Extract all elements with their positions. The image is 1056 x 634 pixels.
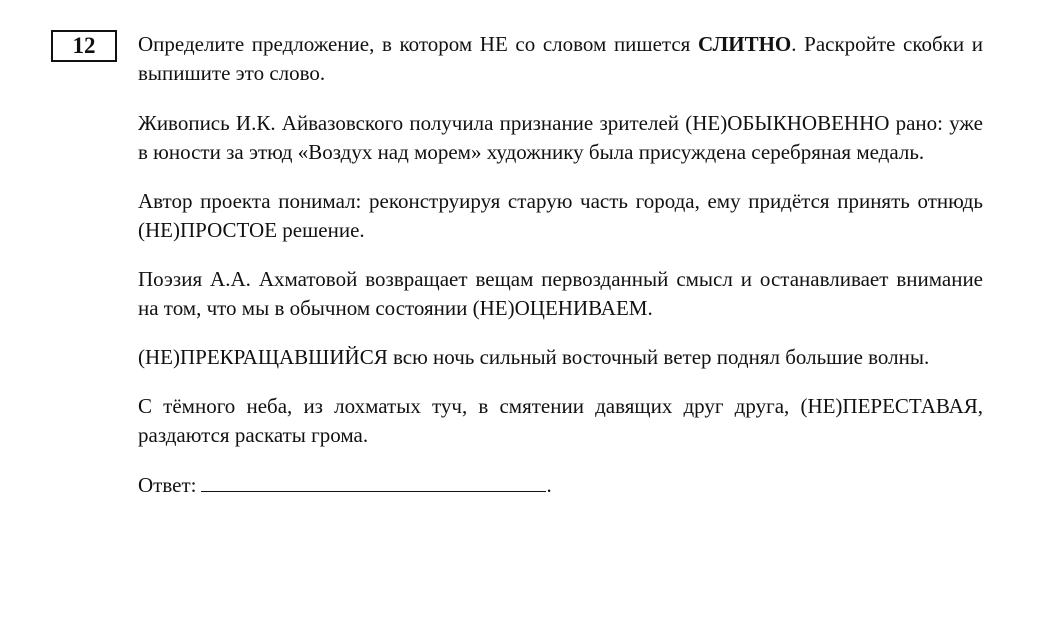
answer-row — [138, 471, 983, 500]
sentence-3: Поэзия А.А. Ахматовой возвращает вещам первозданный смысл и останавливает внимание на том, что мы в обычном состоянии (НЕ)ОЦЕНИВАЕМ. — [138, 267, 983, 320]
task-number-box — [51, 30, 117, 62]
sentence-2: Автор проекта понимал: реконструируя старую часть города, ему придётся принять отнюдь (НЕ)ПРОСТОЕ решение. — [138, 189, 983, 242]
sentence-5: С тёмного неба, из лохматых туч, в смятении давящих друг друга, (НЕ)ПЕРЕСТАВАЯ, раздаются раскаты грома. — [138, 394, 983, 447]
answer-label: Ответ: — [138, 473, 197, 497]
instruction-text-end: . Раскройте скобки и выпишите это слово. — [138, 32, 983, 85]
sentence-1: Живопись И.К. Айвазовского получила признание зрителей (НЕ)ОБЫКНОВЕННО рано: уже в юности за этюд «Воздух над морем» художнику была присуждена серебряная медаль. — [138, 111, 983, 164]
sentence-4: (НЕ)ПРЕКРАЩАВШИЙСЯ всю ночь сильный восточный ветер поднял большие волны. — [138, 345, 930, 369]
task-instruction — [138, 30, 983, 88]
answer-blank-field[interactable] — [201, 471, 546, 492]
task-content — [138, 30, 983, 500]
instruction-emphasis: СЛИТНО — [697, 32, 792, 56]
task-number: 12 — [72, 33, 96, 58]
answer-period: . — [546, 473, 552, 497]
instruction-text-start: Определите предложение, в котором НЕ со словом пишется — [138, 32, 698, 56]
